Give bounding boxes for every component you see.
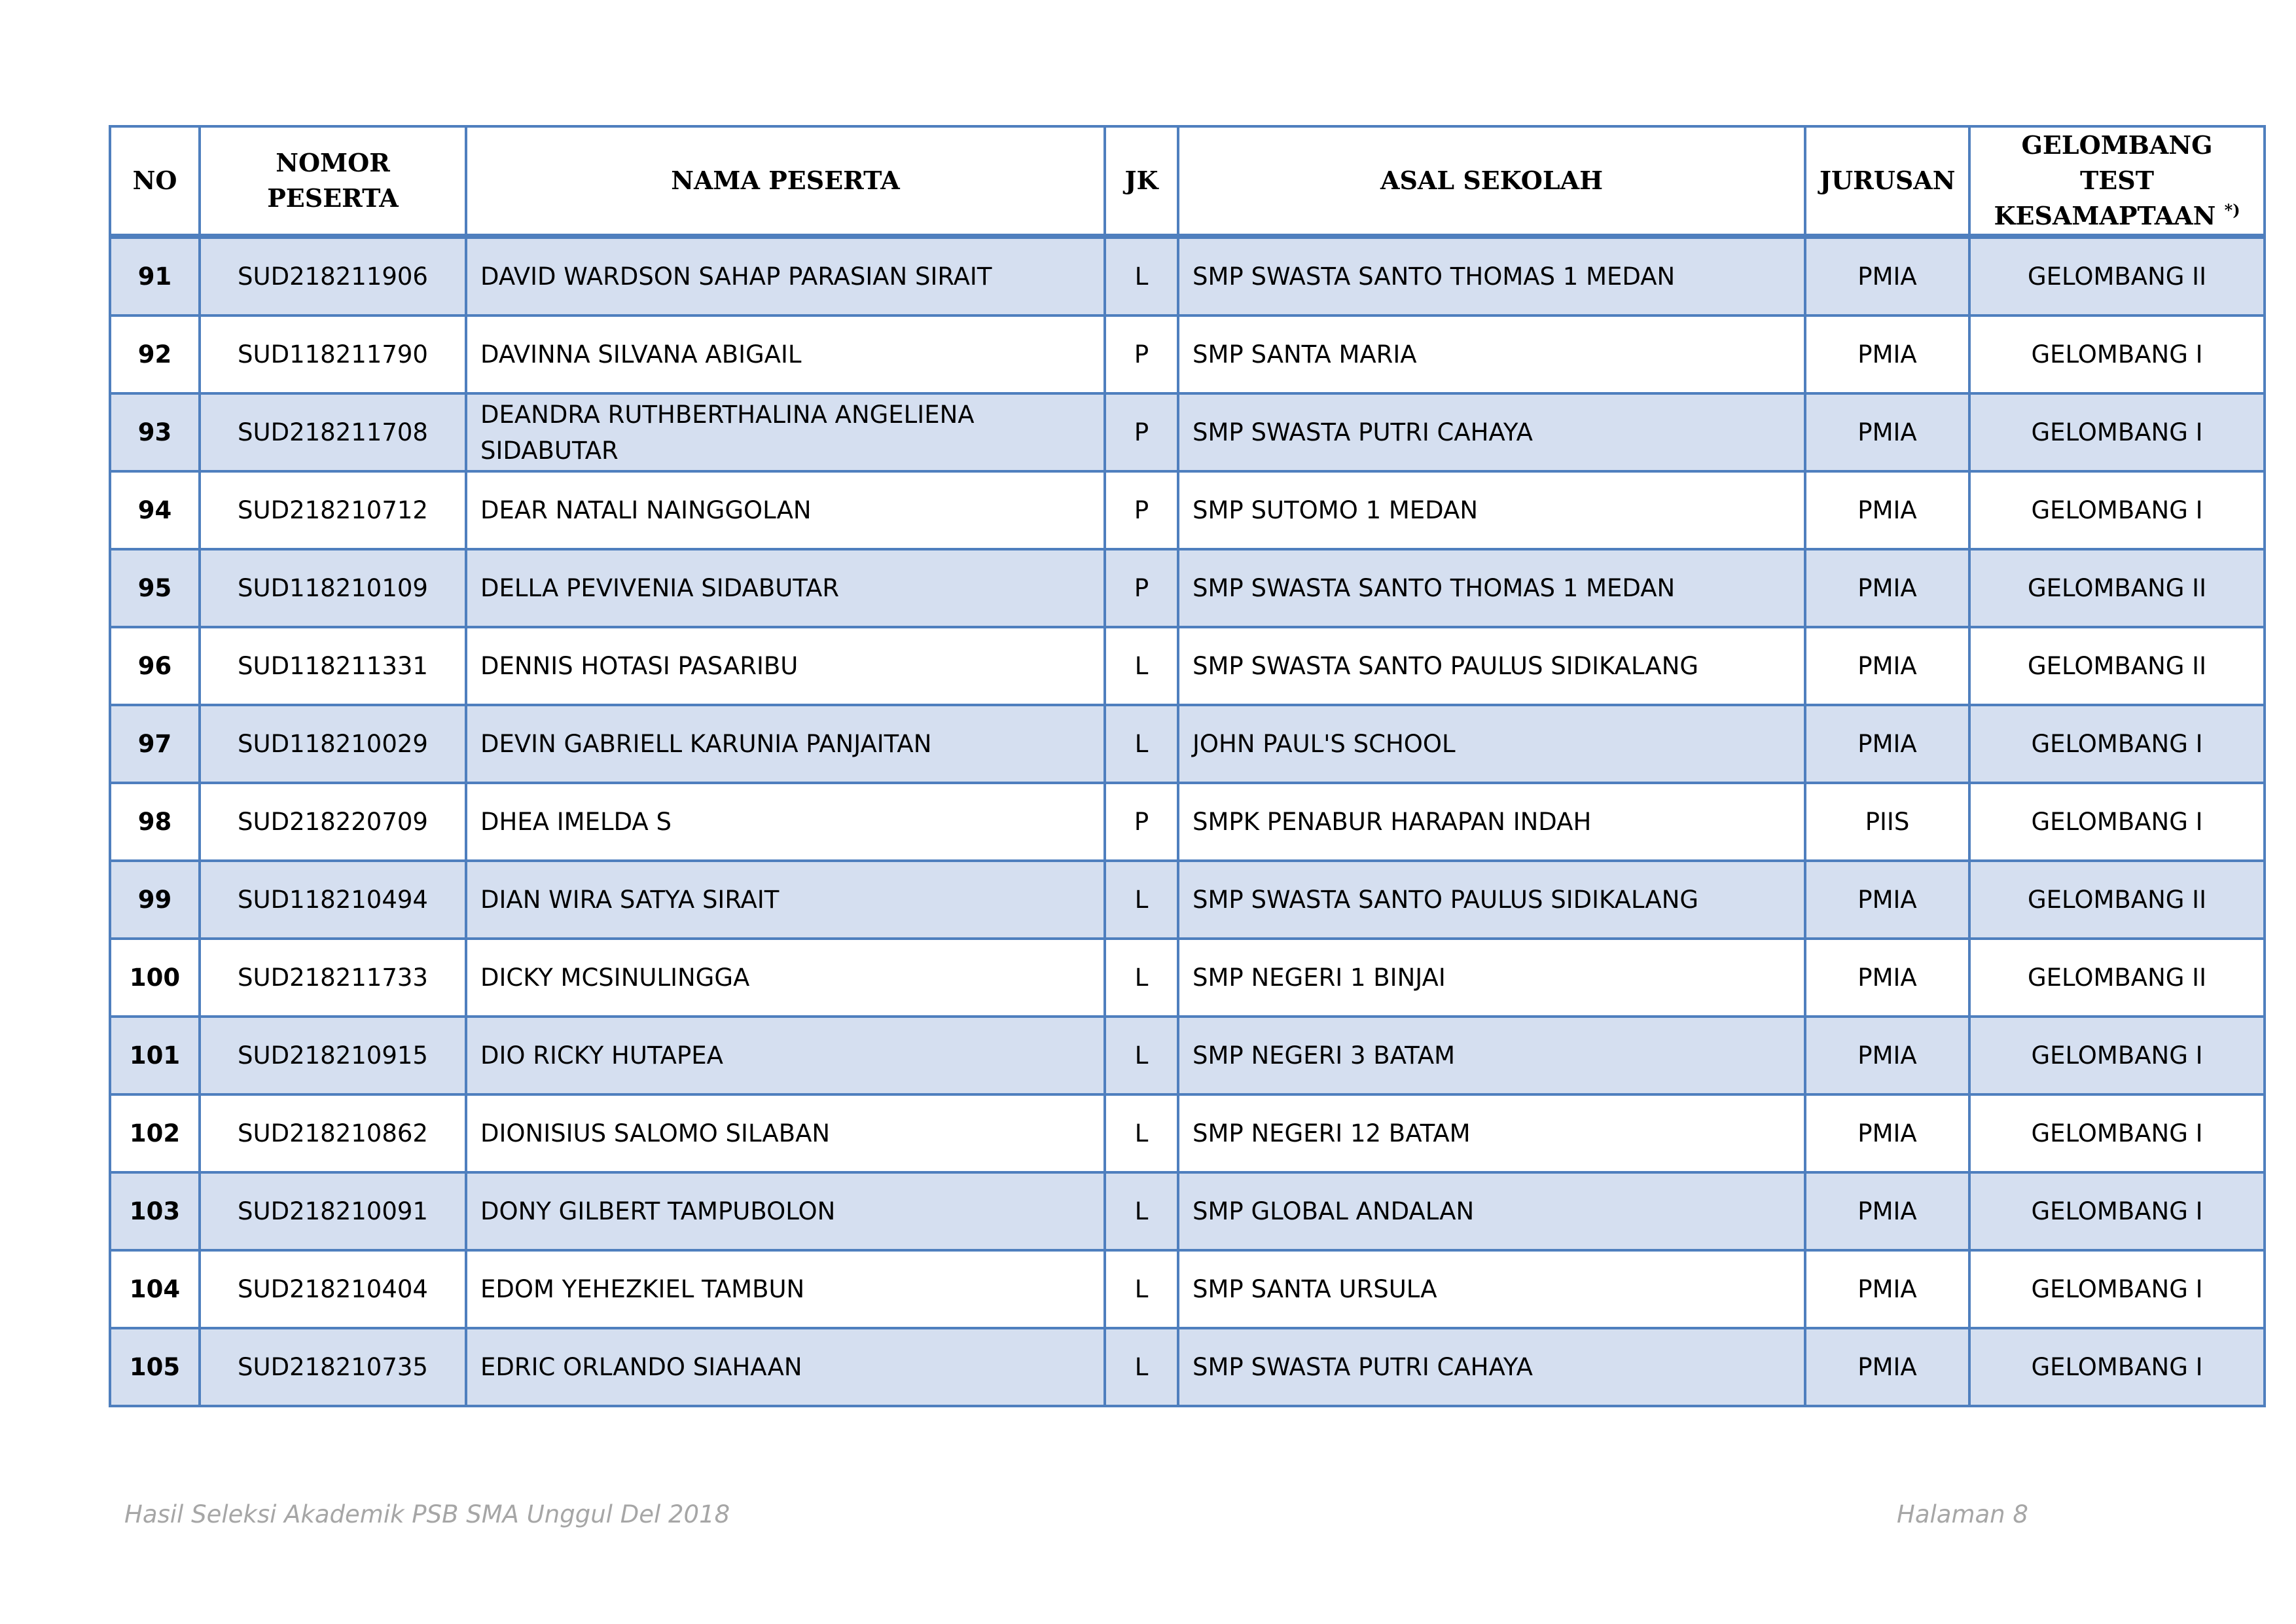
cell-jk: L — [1105, 236, 1178, 316]
cell-nama-peserta: EDRIC ORLANDO SIAHAAN — [466, 1328, 1105, 1406]
table-row — [110, 316, 2265, 393]
table-row — [110, 236, 2265, 316]
cell-nama-peserta: DENNIS HOTASI PASARIBU — [466, 627, 1105, 705]
cell-asal-sekolah: SMP SWASTA PUTRI CAHAYA — [1178, 1328, 1805, 1406]
cell-nomor-peserta: SUD118210109 — [200, 549, 466, 627]
cell-nomor-peserta: SUD218220709 — [200, 783, 466, 861]
table-row — [110, 1328, 2265, 1406]
cell-gelombang: GELOMBANG II — [1969, 939, 2265, 1017]
cell-nomor-peserta: SUD218210915 — [200, 1017, 466, 1094]
cell-nomor-peserta: SUD118211790 — [200, 316, 466, 393]
header-jurusan — [1805, 126, 1969, 236]
cell-jk: P — [1105, 393, 1178, 471]
table-row — [110, 1017, 2265, 1094]
table-header — [110, 126, 2265, 236]
cell-jk: L — [1105, 1328, 1178, 1406]
cell-no: 98 — [110, 783, 200, 861]
cell-nomor-peserta: SUD218210091 — [200, 1172, 466, 1250]
cell-nama-peserta: DELLA PEVIVENIA SIDABUTAR — [466, 549, 1105, 627]
cell-asal-sekolah: SMP SWASTA SANTO PAULUS SIDIKALANG — [1178, 861, 1805, 939]
cell-gelombang: GELOMBANG I — [1969, 783, 2265, 861]
table-row — [110, 705, 2265, 783]
table-row — [110, 627, 2265, 705]
cell-jurusan: PMIA — [1805, 1328, 1969, 1406]
cell-jurusan: PMIA — [1805, 1017, 1969, 1094]
cell-gelombang: GELOMBANG I — [1969, 1172, 2265, 1250]
cell-jk: L — [1105, 1094, 1178, 1172]
cell-nama-peserta: DIAN WIRA SATYA SIRAIT — [466, 861, 1105, 939]
cell-jurusan: PMIA — [1805, 1172, 1969, 1250]
cell-nama-peserta: DIONISIUS SALOMO SILABAN — [466, 1094, 1105, 1172]
cell-nomor-peserta: SUD218211708 — [200, 393, 466, 471]
cell-jk: L — [1105, 705, 1178, 783]
table-row — [110, 783, 2265, 861]
cell-gelombang: GELOMBANG I — [1969, 1328, 2265, 1406]
cell-jurusan: PMIA — [1805, 549, 1969, 627]
header-gelombang-line2: KESAMAPTAAN — [1994, 201, 2216, 230]
cell-nama-peserta: DICKY MCSINULINGGA — [466, 939, 1105, 1017]
header-nomor-peserta — [200, 126, 466, 236]
cell-jk: L — [1105, 1017, 1178, 1094]
cell-nama-peserta: DAVID WARDSON SAHAP PARASIAN SIRAIT — [466, 236, 1105, 316]
cell-nomor-peserta: SUD118210029 — [200, 705, 466, 783]
cell-no: 104 — [110, 1250, 200, 1328]
cell-jurusan: PMIA — [1805, 1094, 1969, 1172]
cell-asal-sekolah: SMP SWASTA SANTO THOMAS 1 MEDAN — [1178, 549, 1805, 627]
cell-nama-peserta: DEVIN GABRIELL KARUNIA PANJAITAN — [466, 705, 1105, 783]
cell-nama-peserta: DEAR NATALI NAINGGOLAN — [466, 471, 1105, 549]
cell-nama-peserta: DIO RICKY HUTAPEA — [466, 1017, 1105, 1094]
cell-nomor-peserta: SUD118211331 — [200, 627, 466, 705]
cell-jurusan: PMIA — [1805, 939, 1969, 1017]
table-row — [110, 861, 2265, 939]
table-row — [110, 549, 2265, 627]
cell-asal-sekolah: SMP NEGERI 1 BINJAI — [1178, 939, 1805, 1017]
cell-gelombang: GELOMBANG II — [1969, 627, 2265, 705]
cell-no: 100 — [110, 939, 200, 1017]
cell-no: 99 — [110, 861, 200, 939]
cell-no: 95 — [110, 549, 200, 627]
cell-gelombang: GELOMBANG II — [1969, 861, 2265, 939]
cell-asal-sekolah: SMP SWASTA SANTO PAULUS SIDIKALANG — [1178, 627, 1805, 705]
cell-jk: P — [1105, 783, 1178, 861]
header-asal-sekolah — [1178, 126, 1805, 236]
cell-nama-peserta: EDOM YEHEZKIEL TAMBUN — [466, 1250, 1105, 1328]
cell-no: 97 — [110, 705, 200, 783]
cell-jk: L — [1105, 627, 1178, 705]
footer-page-number: Halaman 8 — [1897, 1500, 2028, 1528]
cell-no: 103 — [110, 1172, 200, 1250]
cell-jurusan: PMIA — [1805, 861, 1969, 939]
cell-asal-sekolah: SMP SANTA URSULA — [1178, 1250, 1805, 1328]
cell-asal-sekolah: SMP GLOBAL ANDALAN — [1178, 1172, 1805, 1250]
cell-jurusan: PMIA — [1805, 1250, 1969, 1328]
cell-jurusan: PMIA — [1805, 236, 1969, 316]
cell-jk: P — [1105, 471, 1178, 549]
header-jurusan-label: JURUSAN — [1820, 166, 1956, 195]
cell-asal-sekolah: SMP NEGERI 3 BATAM — [1178, 1017, 1805, 1094]
cell-gelombang: GELOMBANG I — [1969, 393, 2265, 471]
cell-nomor-peserta: SUD218210712 — [200, 471, 466, 549]
header-gelombang-line1: GELOMBANG TEST — [2021, 130, 2213, 195]
header-row — [110, 126, 2265, 236]
header-nama-peserta — [466, 126, 1105, 236]
header-nomor-line2: PESERTA — [267, 183, 399, 213]
cell-gelombang: GELOMBANG I — [1969, 1094, 2265, 1172]
cell-nomor-peserta: SUD218211733 — [200, 939, 466, 1017]
cell-asal-sekolah: SMP SUTOMO 1 MEDAN — [1178, 471, 1805, 549]
table-row — [110, 1250, 2265, 1328]
cell-nomor-peserta: SUD218210735 — [200, 1328, 466, 1406]
cell-jk: P — [1105, 549, 1178, 627]
header-nomor-line1: NOMOR — [276, 148, 390, 177]
cell-jk: L — [1105, 1172, 1178, 1250]
cell-asal-sekolah: SMP NEGERI 12 BATAM — [1178, 1094, 1805, 1172]
cell-gelombang: GELOMBANG I — [1969, 316, 2265, 393]
header-gelombang-test — [1969, 126, 2265, 236]
cell-nama-peserta: DONY GILBERT TAMPUBOLON — [466, 1172, 1105, 1250]
cell-no: 94 — [110, 471, 200, 549]
cell-gelombang: GELOMBANG II — [1969, 236, 2265, 316]
cell-gelombang: GELOMBANG I — [1969, 1017, 2265, 1094]
cell-nama-peserta: DEANDRA RUTHBERTHALINA ANGELIENA SIDABUTAR — [466, 393, 1105, 471]
cell-jk: L — [1105, 939, 1178, 1017]
cell-asal-sekolah: SMPK PENABUR HARAPAN INDAH — [1178, 783, 1805, 861]
table-row — [110, 471, 2265, 549]
cell-no: 101 — [110, 1017, 200, 1094]
cell-nomor-peserta: SUD218211906 — [200, 236, 466, 316]
cell-no: 91 — [110, 236, 200, 316]
cell-nomor-peserta: SUD218210404 — [200, 1250, 466, 1328]
cell-jurusan: PMIA — [1805, 316, 1969, 393]
cell-gelombang: GELOMBANG I — [1969, 471, 2265, 549]
cell-asal-sekolah: SMP SWASTA PUTRI CAHAYA — [1178, 393, 1805, 471]
table-row — [110, 1172, 2265, 1250]
header-jk-label: JK — [1124, 166, 1158, 195]
cell-nomor-peserta: SUD118210494 — [200, 861, 466, 939]
participants-table — [109, 125, 2266, 1407]
cell-nama-peserta: DAVINNA SILVANA ABIGAIL — [466, 316, 1105, 393]
footer-document-title: Hasil Seleksi Akademik PSB SMA Unggul Del 2018 — [124, 1500, 730, 1528]
cell-jurusan: PMIA — [1805, 705, 1969, 783]
cell-nama-peserta: DHEA IMELDA S — [466, 783, 1105, 861]
table-row — [110, 939, 2265, 1017]
table-row — [110, 1094, 2265, 1172]
cell-asal-sekolah: SMP SANTA MARIA — [1178, 316, 1805, 393]
table-row — [110, 393, 2265, 471]
header-jk — [1105, 126, 1178, 236]
cell-jurusan: PIIS — [1805, 783, 1969, 861]
cell-gelombang: GELOMBANG I — [1969, 1250, 2265, 1328]
cell-no: 93 — [110, 393, 200, 471]
cell-jurusan: PMIA — [1805, 393, 1969, 471]
cell-no: 96 — [110, 627, 200, 705]
header-footnote-mark: *) — [2224, 200, 2240, 220]
cell-gelombang: GELOMBANG II — [1969, 549, 2265, 627]
table-body — [110, 236, 2265, 1406]
cell-jurusan: PMIA — [1805, 627, 1969, 705]
cell-no: 105 — [110, 1328, 200, 1406]
cell-jk: P — [1105, 316, 1178, 393]
cell-jurusan: PMIA — [1805, 471, 1969, 549]
cell-asal-sekolah: SMP SWASTA SANTO THOMAS 1 MEDAN — [1178, 236, 1805, 316]
header-nama-label: NAMA PESERTA — [671, 166, 900, 195]
cell-jk: L — [1105, 1250, 1178, 1328]
cell-no: 102 — [110, 1094, 200, 1172]
header-asal-label: ASAL SEKOLAH — [1380, 166, 1603, 195]
cell-no: 92 — [110, 316, 200, 393]
cell-asal-sekolah: JOHN PAUL'S SCHOOL — [1178, 705, 1805, 783]
cell-jk: L — [1105, 861, 1178, 939]
cell-gelombang: GELOMBANG I — [1969, 705, 2265, 783]
cell-nomor-peserta: SUD218210862 — [200, 1094, 466, 1172]
header-no-label: NO — [132, 166, 177, 195]
header-no — [110, 126, 200, 236]
